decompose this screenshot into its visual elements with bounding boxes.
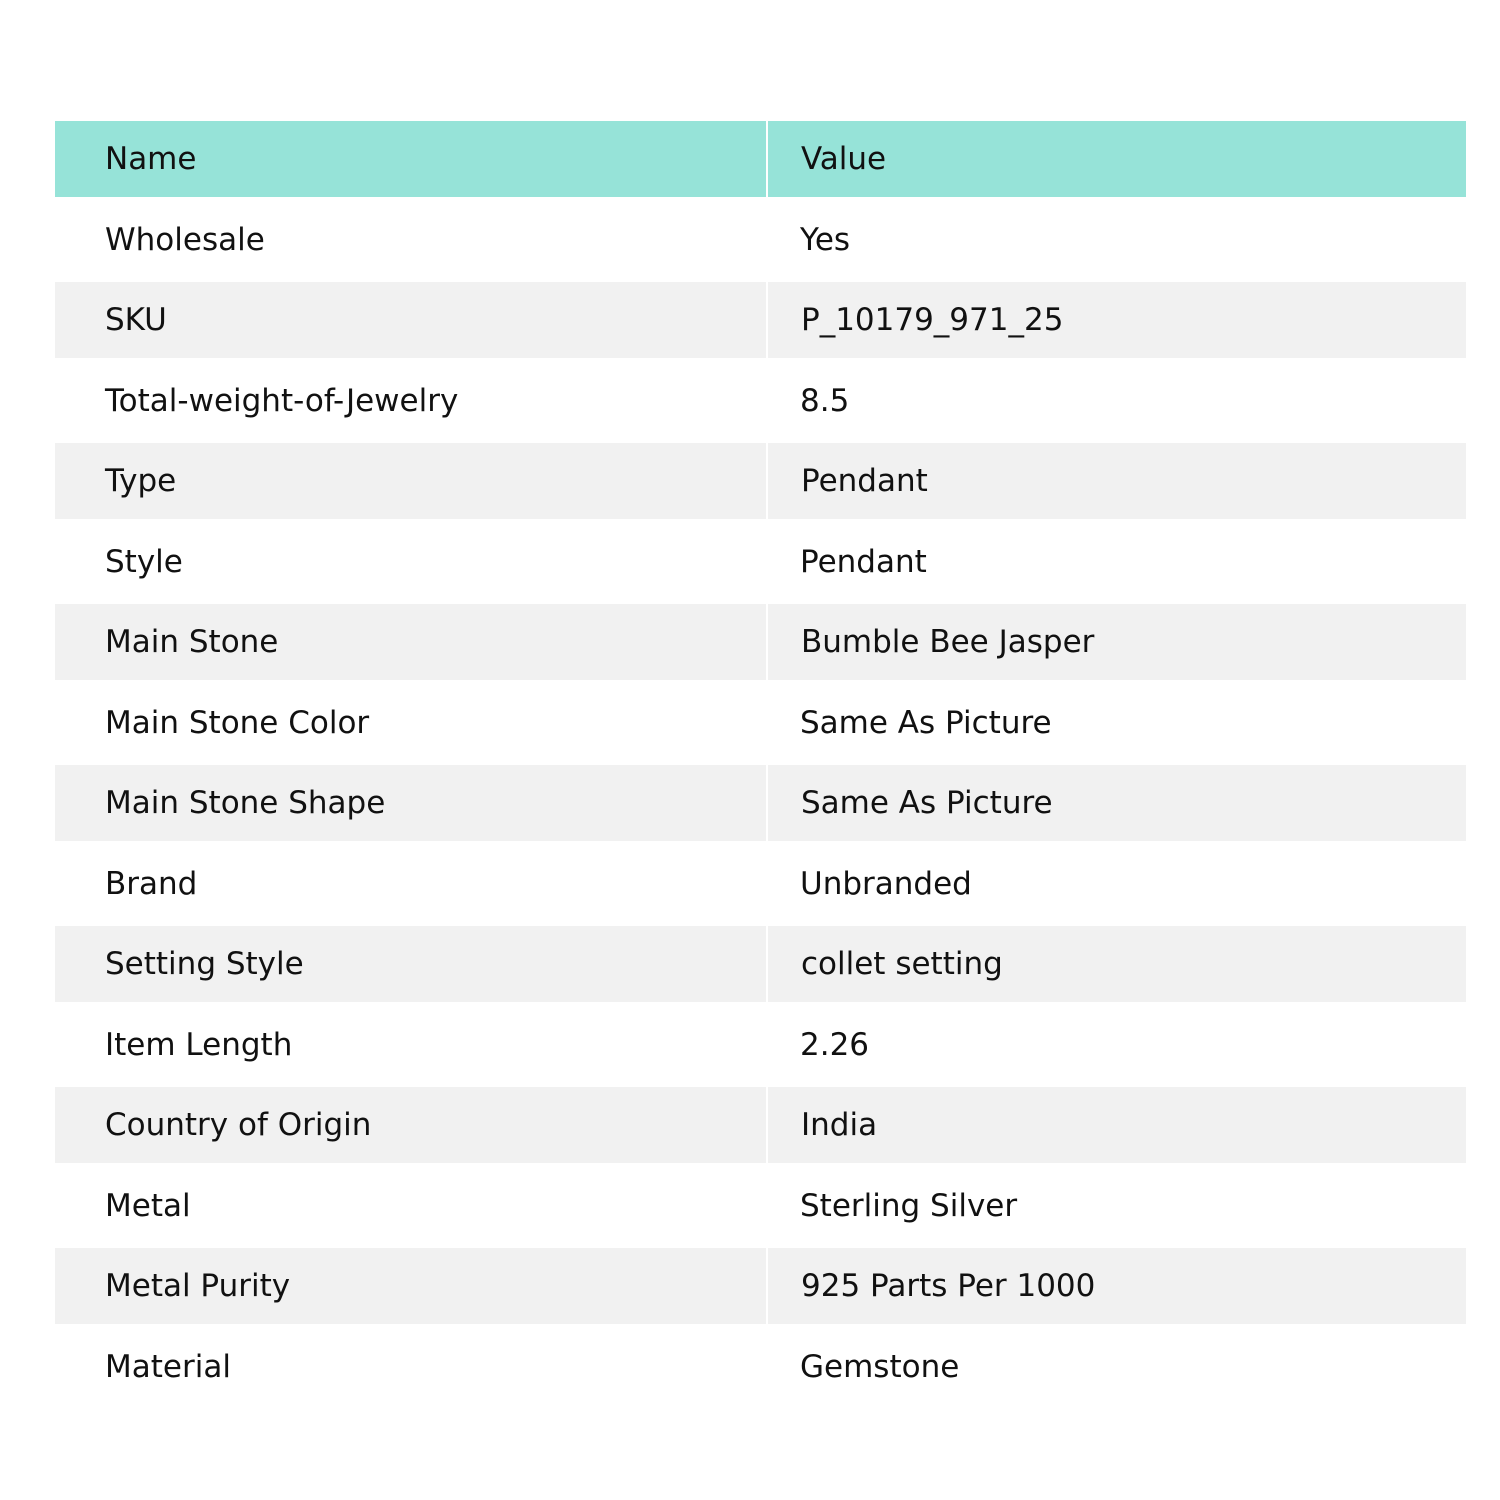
table-row [55,358,1466,443]
attribute-name-cell: Style [105,543,183,580]
attribute-value-cell: Yes [800,221,851,258]
column-header-name: Name [55,121,767,197]
table-body [55,197,1466,1409]
attribute-name-cell: Material [105,1348,231,1385]
attribute-value-cell: 8.5 [800,382,850,419]
table-row [55,282,1466,358]
attribute-value-cell: Bumble Bee Jasper [801,624,1095,660]
attribute-value-cell: P_10179_971_25 [801,302,1064,338]
attribute-value-cell: 2.26 [800,1026,870,1063]
table-row [55,604,1466,680]
table-row [55,1324,1466,1409]
table-row [55,1248,1466,1324]
attribute-name-cell: Type [55,443,767,519]
table-row [55,926,1466,1002]
table-row [55,1163,1466,1248]
attribute-name-cell: Main Stone Shape [55,765,767,841]
attribute-value-cell: Pendant [801,463,928,499]
table-row [55,765,1466,841]
table-row [55,680,1466,765]
attribute-value-cell: 925 Parts Per 1000 [801,1268,1096,1304]
table-row [55,1087,1466,1163]
attribute-value-cell: Sterling Silver [800,1187,1018,1224]
attribute-value-cell: Gemstone [800,1348,960,1385]
attribute-name-cell: Country of Origin [55,1087,767,1163]
attribute-value-cell: Same As Picture [800,704,1052,741]
item-specifics-table [55,121,1466,1409]
table-row [55,841,1466,926]
table-header [55,121,1466,197]
attribute-value-cell: collet setting [801,946,1003,982]
column-header-value: Value [801,141,887,177]
attribute-value-cell: India [801,1107,878,1143]
table-row [55,519,1466,604]
attribute-name-cell: Main Stone Color [105,704,370,741]
attribute-name-cell: Wholesale [105,221,265,258]
attribute-name-cell: Item Length [105,1026,293,1063]
table-header-row [55,121,1466,197]
table-row [55,1002,1466,1087]
attribute-name-cell: Brand [105,865,198,902]
attribute-name-cell: Setting Style [55,926,767,1002]
attribute-name-cell: Main Stone [55,604,767,680]
attribute-value-cell: Unbranded [800,865,972,902]
attribute-value-cell: Pendant [800,543,927,580]
attribute-name-cell: SKU [55,282,767,358]
attribute-value-cell: Same As Picture [801,785,1053,821]
attribute-name-cell: Metal [105,1187,191,1224]
attribute-name-cell: Total-weight-of-Jewelry [105,382,459,419]
attribute-name-cell: Metal Purity [55,1248,767,1324]
table-row [55,443,1466,519]
table-row [55,197,1466,282]
